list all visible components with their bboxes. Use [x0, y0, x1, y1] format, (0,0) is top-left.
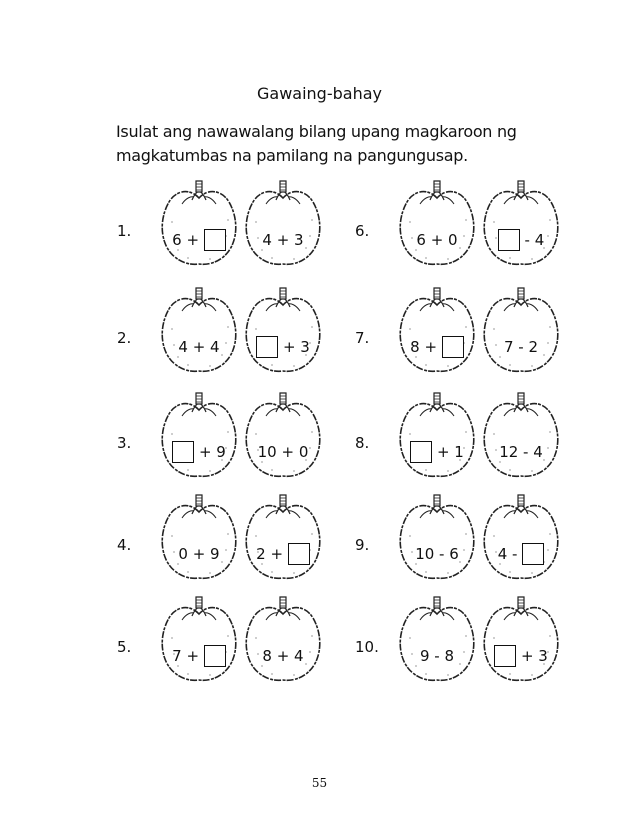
expression-right [244, 334, 322, 360]
apple-left [160, 390, 238, 480]
expression-right [482, 541, 560, 567]
expression-right [244, 643, 322, 669]
apple-icon [482, 178, 560, 268]
expression-text: 10 + 0 [257, 443, 309, 461]
expression-text: 2 + [256, 545, 288, 563]
apple-icon [482, 492, 560, 582]
expression-text: - 4 [519, 231, 545, 249]
instruction-line-1: Isulat ang nawawalang bilang upang magkaroon ng [116, 122, 517, 141]
expression-text: 8 + 4 [262, 647, 304, 665]
apple-right [482, 285, 560, 375]
answer-box[interactable] [494, 645, 516, 667]
expression-right [482, 227, 560, 253]
expression-left [398, 334, 476, 360]
apple-right [482, 178, 560, 268]
expression-text: + 3 [278, 338, 310, 356]
expression-text: 9 - 8 [419, 647, 455, 665]
apple-icon [244, 492, 322, 582]
apple-icon [398, 178, 476, 268]
expression-right [244, 439, 322, 465]
problem-number: 7. [355, 329, 370, 347]
apple-icon [160, 178, 238, 268]
instructions [116, 120, 596, 168]
apple-icon [398, 285, 476, 375]
answer-box[interactable] [498, 229, 520, 251]
apple-right [482, 594, 560, 684]
expression-right [482, 439, 560, 465]
expression-left [160, 334, 238, 360]
expression-left [160, 643, 238, 669]
expression-text: + 1 [432, 443, 464, 461]
problem-number: 5. [117, 638, 132, 656]
expression-text: 0 + 9 [178, 545, 220, 563]
expression-left [398, 439, 476, 465]
apple-icon [244, 594, 322, 684]
answer-box[interactable] [256, 336, 278, 358]
expression-left [398, 541, 476, 567]
expression-text: + 9 [194, 443, 226, 461]
expression-right [482, 643, 560, 669]
apple-right [244, 492, 322, 582]
expression-text: 7 - 2 [503, 338, 539, 356]
apple-icon [244, 285, 322, 375]
expression-text: 4 + 4 [178, 338, 220, 356]
worksheet-title: Gawaing-bahay [257, 84, 382, 103]
expression-right [244, 227, 322, 253]
expression-left [160, 541, 238, 567]
apple-right [482, 492, 560, 582]
answer-box[interactable] [204, 645, 226, 667]
apple-left [398, 178, 476, 268]
apple-left [398, 492, 476, 582]
expression-left [160, 227, 238, 253]
expression-left [398, 643, 476, 669]
apple-right [244, 178, 322, 268]
apple-icon [160, 492, 238, 582]
answer-box[interactable] [410, 441, 432, 463]
apple-icon [160, 390, 238, 480]
apple-left [160, 285, 238, 375]
problem-number: 1. [117, 222, 132, 240]
expression-text: 12 - 4 [499, 443, 543, 461]
answer-box[interactable] [172, 441, 194, 463]
expression-text: 4 - [497, 545, 523, 563]
apple-icon [244, 178, 322, 268]
answer-box[interactable] [288, 543, 310, 565]
apple-right [482, 390, 560, 480]
expression-text: 10 - 6 [415, 545, 459, 563]
apple-left [398, 390, 476, 480]
problem-number: 8. [355, 434, 370, 452]
apple-left [398, 285, 476, 375]
expression-left [398, 227, 476, 253]
apple-icon [482, 390, 560, 480]
apple-right [244, 390, 322, 480]
apple-right [244, 285, 322, 375]
problem-number: 3. [117, 434, 132, 452]
apple-icon [244, 390, 322, 480]
expression-text: 4 + 3 [262, 231, 304, 249]
apple-icon [398, 594, 476, 684]
apple-icon [482, 594, 560, 684]
expression-text: 6 + 0 [416, 231, 458, 249]
expression-right [244, 541, 322, 567]
apple-icon [398, 492, 476, 582]
problem-number: 4. [117, 536, 132, 554]
apple-icon [482, 285, 560, 375]
expression-text: 8 + [410, 338, 442, 356]
apple-left [160, 492, 238, 582]
problem-number: 9. [355, 536, 370, 554]
expression-text: + 3 [516, 647, 548, 665]
expression-left [160, 439, 238, 465]
apple-right [244, 594, 322, 684]
apple-left [398, 594, 476, 684]
expression-text: 6 + [172, 231, 204, 249]
apple-icon [160, 285, 238, 375]
apple-icon [160, 594, 238, 684]
answer-box[interactable] [204, 229, 226, 251]
answer-box[interactable] [522, 543, 544, 565]
instruction-line-2: magkatumbas na pamilang na pangungusap. [116, 146, 468, 165]
apple-left [160, 594, 238, 684]
expression-text: 7 + [172, 647, 204, 665]
apple-icon [398, 390, 476, 480]
problem-number: 6. [355, 222, 370, 240]
page-number: 55 [311, 776, 328, 790]
problem-number: 2. [117, 329, 132, 347]
problem-number: 10. [355, 638, 379, 656]
expression-right [482, 334, 560, 360]
apple-left [160, 178, 238, 268]
answer-box[interactable] [442, 336, 464, 358]
